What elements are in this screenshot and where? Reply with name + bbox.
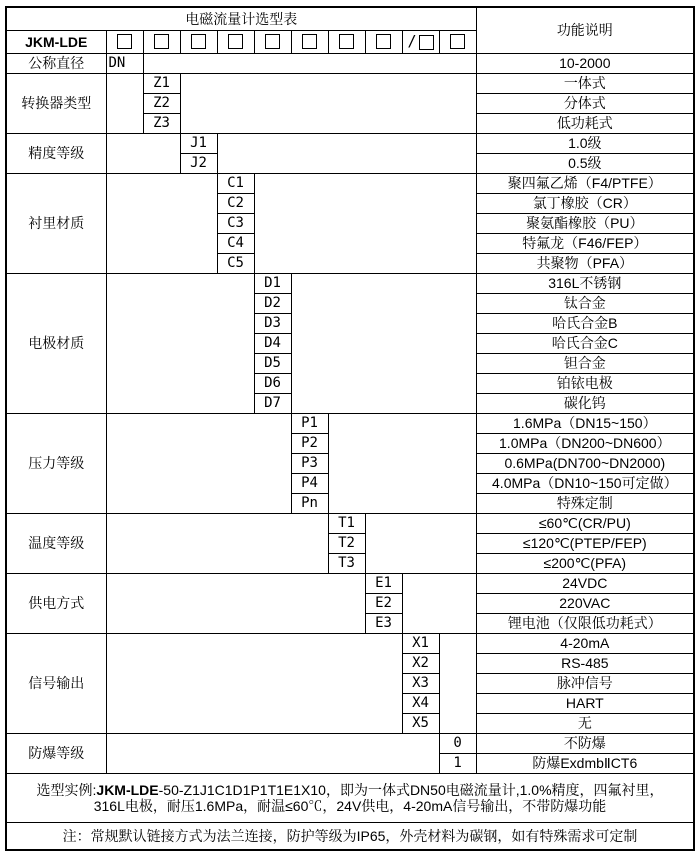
code-box-cell [402,31,439,54]
code-cell-E2: E2 [365,594,402,614]
checkbox-icon [191,34,206,49]
slash-separator: / [407,32,417,51]
checkbox-icon [228,34,243,49]
code-box-cell [328,31,365,54]
example-model-code: JKM-LDE [96,781,159,798]
example-line2: 316L电极，耐压1.6MPa，耐温≤60℃，24V供电，4-20mA信号输出，不带防爆功能 [93,798,607,814]
code-cell-D5: D5 [254,354,291,374]
flowmeter-selection-table [5,6,695,851]
code-cell-0: 0 [439,734,476,754]
code-cell-C3: C3 [217,214,254,234]
example-line1-rest: -50-Z1J1C1D1P1T1E1X10，即为一体式DN50电磁流量计,1.0%精度，四氟衬里， [158,781,664,798]
empty-cell [143,54,476,74]
empty-cell [106,274,254,414]
example-prefix: 选型实例: [36,781,97,798]
empty-cell [291,274,476,414]
code-cell-1: 1 [439,754,476,774]
code-cell-X4: X4 [402,694,439,714]
section-label-3: 精度等级 [6,134,106,174]
empty-cell [106,634,402,734]
empty-cell [402,574,476,634]
desc-cell-T3: ≤200℃(PFA) [476,554,694,574]
desc-cell-E2: 220VAC [476,594,694,614]
desc-cell-D3: 哈氏合金B [476,314,694,334]
desc-cell-X5: 无 [476,714,694,734]
desc-cell-Pn: 特殊定制 [476,494,694,514]
empty-cell [365,514,476,574]
section-label-9: 信号输出 [6,634,106,734]
code-cell-D2: D2 [254,294,291,314]
desc-cell-DN: 10-2000 [476,54,694,74]
function-header: 功能说明 [476,7,694,54]
checkbox-icon [339,34,354,49]
code-cell-T1: T1 [328,514,365,534]
code-cell-P4: P4 [291,474,328,494]
code-cell-C4: C4 [217,234,254,254]
section-label-4: 衬里材质 [6,174,106,274]
code-cell-X3: X3 [402,674,439,694]
code-box-cell [217,31,254,54]
code-cell-D3: D3 [254,314,291,334]
empty-cell [106,414,291,514]
desc-cell-D6: 铂铱电极 [476,374,694,394]
empty-cell [106,574,365,634]
desc-cell-X2: RS-485 [476,654,694,674]
code-box-cell [143,31,180,54]
code-cell-X2: X2 [402,654,439,674]
code-cell-D6: D6 [254,374,291,394]
desc-cell-Z1: 一体式 [476,74,694,94]
desc-cell-X4: HART [476,694,694,714]
desc-cell-0: 不防爆 [476,734,694,754]
desc-cell-D5: 钽合金 [476,354,694,374]
section-label-5: 电极材质 [6,274,106,414]
section-label-7: 温度等级 [6,514,106,574]
section-label-6: 压力等级 [6,414,106,514]
desc-cell-T2: ≤120℃(PTEP/FEP) [476,534,694,554]
code-cell-Z1: Z1 [143,74,180,94]
section-label-10: 防爆等级 [6,734,106,774]
empty-cell [106,134,180,174]
desc-cell-Z2: 分体式 [476,94,694,114]
section-label-1: 公称直径 [6,54,106,74]
checkbox-icon [450,34,465,49]
code-box-cell [106,31,143,54]
empty-cell [106,74,143,134]
code-cell-X1: X1 [402,634,439,654]
code-cell-C1: C1 [217,174,254,194]
code-box-cell [180,31,217,54]
desc-cell-E1: 24VDC [476,574,694,594]
desc-cell-P3: 0.6MPa(DN700~DN2000) [476,454,694,474]
desc-cell-J1: 1.0级 [476,134,694,154]
checkbox-icon [117,34,132,49]
checkbox-icon [419,35,434,50]
table-title: 电磁流量计选型表 [6,7,476,31]
desc-cell-X1: 4-20mA [476,634,694,654]
desc-cell-Z3: 低功耗式 [476,114,694,134]
empty-cell [106,174,217,274]
code-cell-E1: E1 [365,574,402,594]
empty-cell [217,134,476,174]
code-cell-Z2: Z2 [143,94,180,114]
empty-cell [254,174,476,274]
code-cell-T3: T3 [328,554,365,574]
desc-cell-C5: 共聚物（PFA） [476,254,694,274]
code-box-cell [291,31,328,54]
desc-cell-1: 防爆ExdmbⅡCT6 [476,754,694,774]
checkbox-icon [376,34,391,49]
empty-cell [328,414,476,514]
desc-cell-D2: 钛合金 [476,294,694,314]
desc-cell-D1: 316L不锈钢 [476,274,694,294]
desc-cell-P1: 1.6MPa（DN15~150） [476,414,694,434]
desc-cell-X3: 脉冲信号 [476,674,694,694]
code-cell-D7: D7 [254,394,291,414]
code-cell-DN: DN [106,54,143,74]
code-cell-C2: C2 [217,194,254,214]
code-cell-E3: E3 [365,614,402,634]
code-cell-Z3: Z3 [143,114,180,134]
desc-cell-P2: 1.0MPa（DN200~DN600） [476,434,694,454]
desc-cell-E3: 锂电池（仅限低功耗式） [476,614,694,634]
empty-cell [180,74,476,134]
empty-cell [106,734,439,774]
code-cell-D4: D4 [254,334,291,354]
desc-cell-C4: 特氟龙（F46/FEP） [476,234,694,254]
section-label-2: 转换器类型 [6,74,106,134]
code-box-cell [254,31,291,54]
code-cell-X5: X5 [402,714,439,734]
code-box-cell [365,31,402,54]
checkbox-icon [302,34,317,49]
code-cell-P3: P3 [291,454,328,474]
desc-cell-D7: 碳化钨 [476,394,694,414]
empty-cell [439,634,476,734]
empty-cell [106,514,328,574]
selection-example [6,774,694,823]
code-cell-D1: D1 [254,274,291,294]
section-label-8: 供电方式 [6,574,106,634]
note-row: 注：常规默认链接方式为法兰连接，防护等级为IP65，外壳材料为碳钢，如有特殊需求可定制 [6,823,694,851]
model-prefix: JKM-LDE [6,31,106,54]
checkbox-icon [154,34,169,49]
desc-cell-D4: 哈氏合金C [476,334,694,354]
desc-cell-T1: ≤60℃(CR/PU) [476,514,694,534]
code-cell-T2: T2 [328,534,365,554]
desc-cell-P4: 4.0MPa（DN10~150可定做） [476,474,694,494]
desc-cell-C1: 聚四氟乙烯（F4/PTFE） [476,174,694,194]
checkbox-icon [265,34,280,49]
code-cell-P1: P1 [291,414,328,434]
code-cell-P2: P2 [291,434,328,454]
desc-cell-J2: 0.5级 [476,154,694,174]
code-cell-C5: C5 [217,254,254,274]
code-cell-J1: J1 [180,134,217,154]
code-cell-J2: J2 [180,154,217,174]
code-box-cell [439,31,476,54]
code-cell-Pn: Pn [291,494,328,514]
desc-cell-C2: 氯丁橡胶（CR） [476,194,694,214]
desc-cell-C3: 聚氨酯橡胶（PU） [476,214,694,234]
